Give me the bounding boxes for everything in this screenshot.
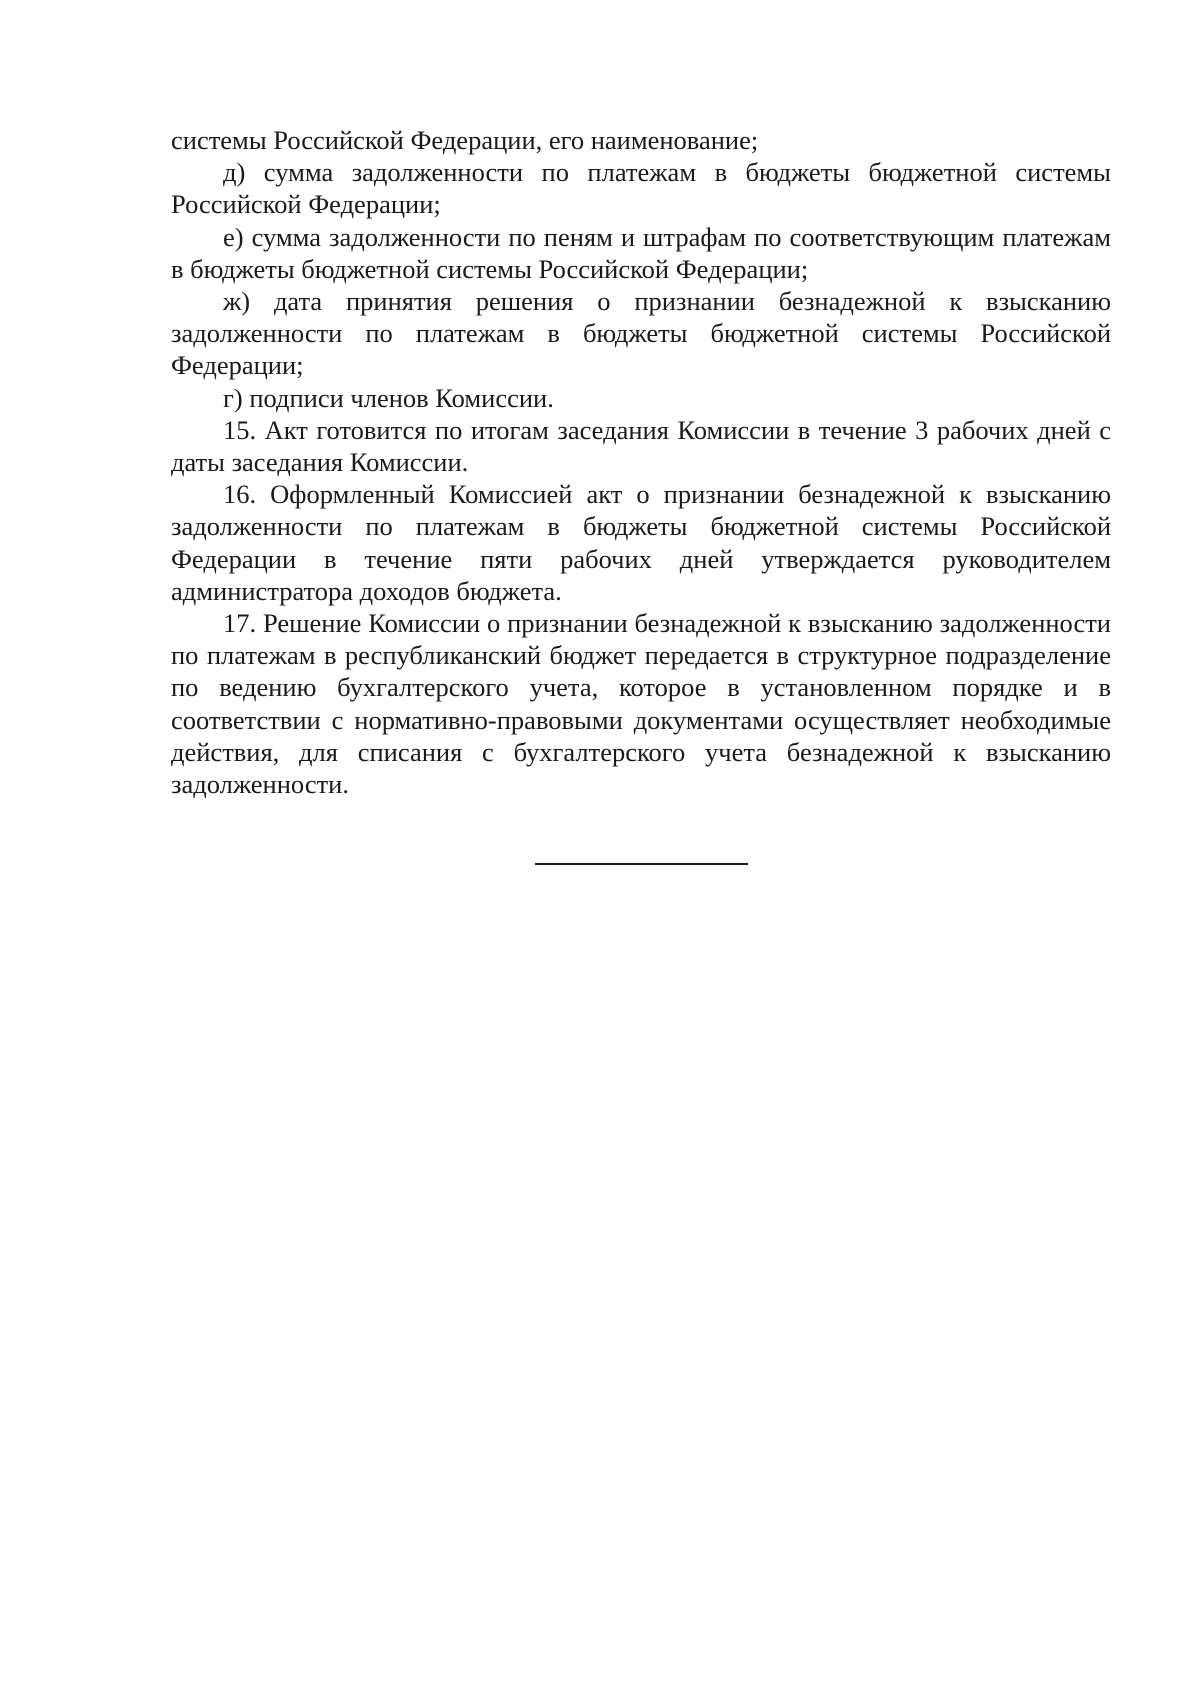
- end-of-document-rule: [535, 863, 748, 865]
- paragraph-clause-17: 17. Решение Комиссии о признании безнадежной к взысканию задолженности по платежам в республиканский бюджет передается в структурное подразделение по ведению бухгалтерского учета, которое в установленном порядке и в соответствии с нормативно-правовыми документами осуществляет необходимые действия, для списания с бухгалтерского учета безнадежной к взысканию задолженности.: [171, 608, 1111, 800]
- document-body: [171, 124, 1111, 800]
- paragraph-clause-15: 15. Акт готовится по итогам заседания Комиссии в течение 3 рабочих дней с даты заседания Комиссии.: [171, 414, 1111, 478]
- paragraph-item-zh: ж) дата принятия решения о признании безнадежной к взысканию задолженности по платежам в бюджеты бюджетной системы Российской Федерации;: [171, 286, 1111, 381]
- paragraph-clause-16: 16. Оформленный Комиссией акт о признании безнадежной к взысканию задолженности по платежам в бюджеты бюджетной системы Российской Федерации в течение пяти рабочих дней утверждается руководителем администратора доходов бюджета.: [171, 479, 1111, 606]
- paragraph-item-d: д) сумма задолженности по платежам в бюджеты бюджетной системы Российской Федерации;: [171, 157, 1111, 220]
- paragraph-item-e: е) сумма задолженности по пеням и штрафам по соответствующим платежам в бюджеты бюджетной системы Российской Федерации;: [171, 221, 1111, 284]
- paragraph-item-g: г) подписи членов Комиссии.: [223, 382, 554, 413]
- paragraph-continuation: системы Российской Федерации, его наименование;: [171, 125, 759, 155]
